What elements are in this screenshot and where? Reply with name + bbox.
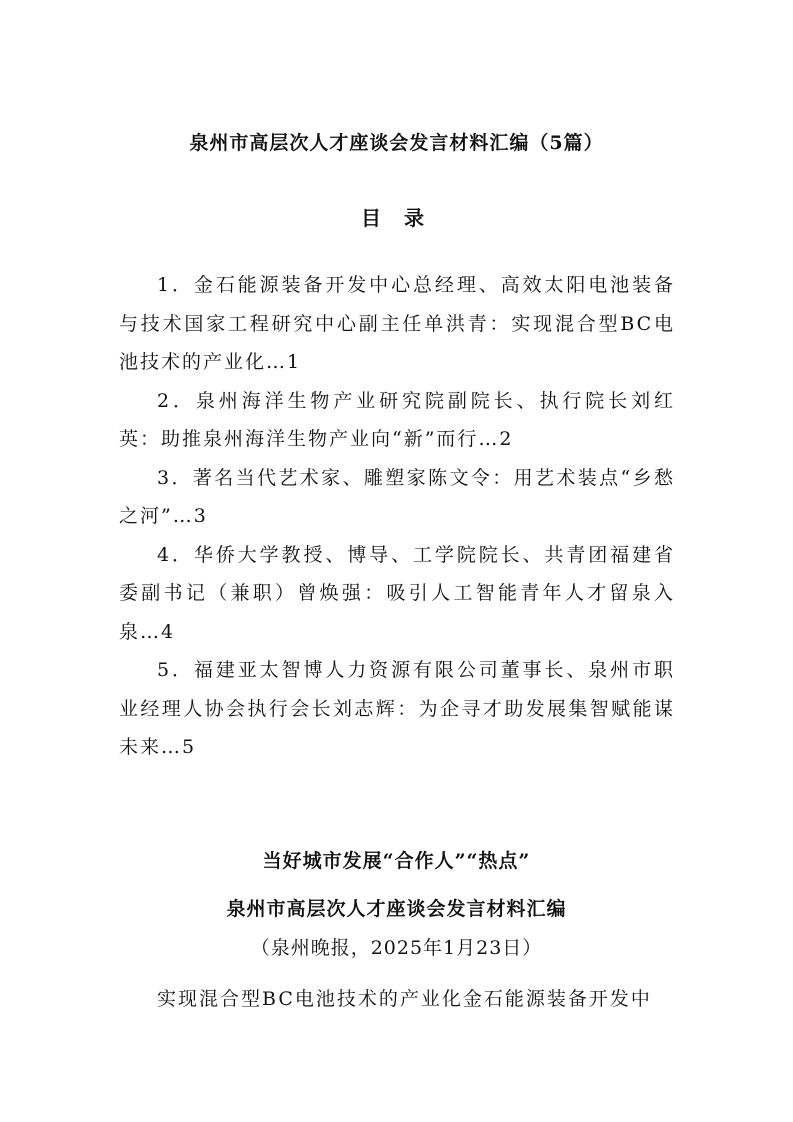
document-title: 泉州市高层次人才座谈会发言材料汇编（5篇）: [189, 132, 604, 154]
toc-item: 1．金石能源装备开发中心总经理、高效太阳电池装备与技术国家工程研究中心副主任单洪青：实现混合型BC电池技术的产业化…1: [119, 274, 675, 373]
toc-item: 2．泉州海洋生物产业研究院副院长、执行院长刘红英：助推泉州海洋生物产业向“新”而行…2: [119, 389, 675, 450]
article-headline-line-2: 泉州市高层次人才座谈会发言材料汇编: [226, 898, 567, 920]
article-body-text: 实现混合型BC电池技术的产业化金石能源装备开发中: [157, 988, 652, 1010]
toc-heading: 目 录: [361, 206, 432, 230]
table-of-contents: [119, 266, 675, 767]
toc-item: 5．福建亚太智博人力资源有限公司董事长、泉州市职业经理人协会执行会长刘志辉：为企寻才助发展集智赋能谋未来…5: [119, 659, 675, 758]
toc-item: 4．华侨大学教授、博导、工学院院长、共青团福建省委副书记（兼职）曾焕强：吸引人工智能青年人才留泉入泉…4: [119, 543, 675, 643]
article-headline-line-1: 当好城市发展“合作人”“热点”: [262, 850, 531, 872]
toc-item: 3．著名当代艺术家、雕塑家陈文令：用艺术装点“乡愁之河”…3: [119, 466, 675, 527]
article-source: （泉州晚报，2025年1月23日）: [250, 937, 543, 959]
